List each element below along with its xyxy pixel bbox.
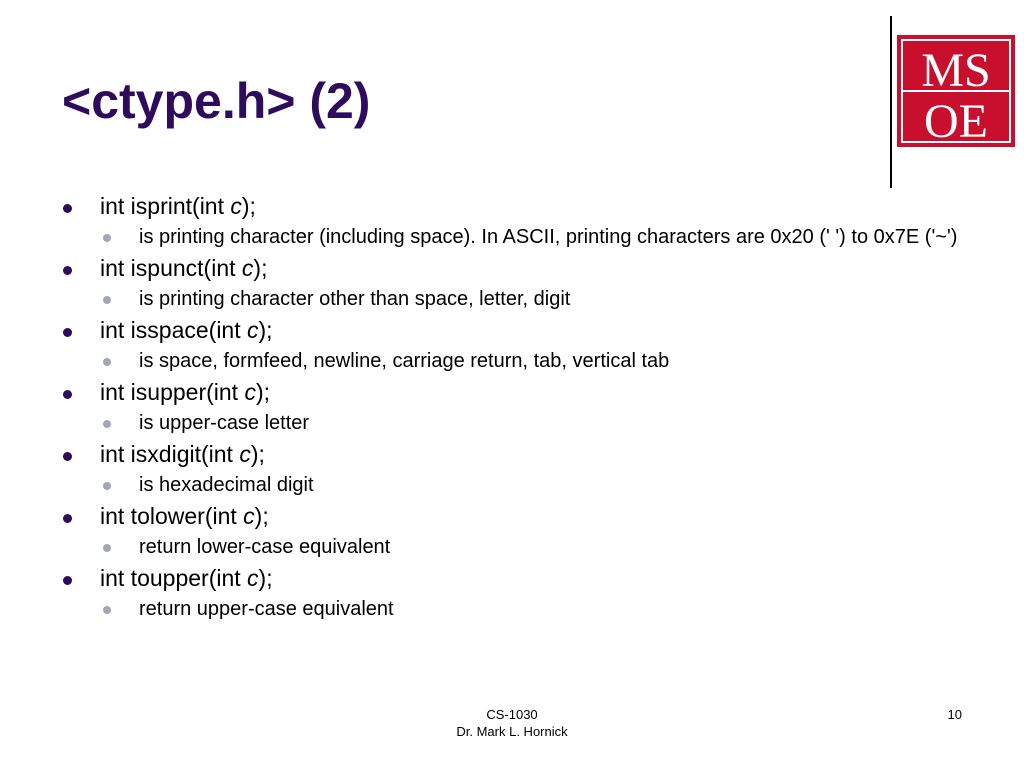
- function-description: [0, 288, 1024, 310]
- signature-suffix: );: [255, 379, 271, 405]
- param-name: c: [230, 193, 242, 219]
- signature-prefix: int isprint(int: [100, 193, 231, 219]
- function-signature: [0, 254, 1024, 288]
- function-description: [0, 474, 1024, 496]
- sub-bullet-dot-icon: [103, 544, 111, 552]
- description-text: is printing character other than space, letter, digit: [139, 288, 571, 310]
- function-description: [0, 412, 1024, 434]
- signature-prefix: int ispunct(int: [100, 255, 242, 281]
- function-description: [0, 226, 1024, 248]
- list-item: [0, 564, 1024, 620]
- sub-bullet-dot-icon: [103, 420, 111, 428]
- sub-bullet-dot-icon: [103, 358, 111, 366]
- footer-credits: [412, 706, 612, 740]
- param-name: c: [244, 379, 256, 405]
- signature-prefix: int isxdigit(int: [100, 441, 240, 467]
- list-item: [0, 378, 1024, 434]
- msoe-logo: [897, 35, 1015, 147]
- param-name: c: [243, 503, 255, 529]
- function-signature: [0, 502, 1024, 536]
- sub-bullet-dot-icon: [103, 606, 111, 614]
- function-signature: [0, 440, 1024, 474]
- footer-author: Dr. Mark L. Hornick: [456, 724, 568, 739]
- signature-suffix: );: [241, 193, 256, 219]
- function-description: [0, 536, 1024, 558]
- sub-bullet-dot-icon: [103, 296, 111, 304]
- footer-course: CS-1030: [486, 707, 538, 722]
- signature-prefix: int isupper(int: [100, 379, 245, 405]
- signature-prefix: int toupper(int: [100, 565, 248, 591]
- vertical-divider: [890, 16, 892, 188]
- bullet-list: [0, 192, 1024, 626]
- list-item: [0, 316, 1024, 372]
- function-signature: [0, 564, 1024, 598]
- bullet-dot-icon: [63, 328, 72, 337]
- signature-suffix: );: [258, 565, 273, 591]
- sub-bullet-dot-icon: [103, 482, 111, 490]
- signature-suffix: );: [254, 503, 269, 529]
- sub-bullet-dot-icon: [103, 234, 111, 242]
- param-name: c: [239, 441, 251, 467]
- description-text: return upper-case equivalent: [139, 598, 394, 620]
- bullet-dot-icon: [63, 452, 72, 461]
- description-text: is space, formfeed, newline, carriage return, tab, vertical tab: [139, 350, 670, 372]
- list-item: [0, 502, 1024, 558]
- function-signature: [0, 316, 1024, 350]
- param-name: c: [241, 255, 254, 281]
- function-signature: [0, 378, 1024, 412]
- signature-prefix: int tolower(int: [100, 503, 244, 529]
- msoe-logo-graphic: [897, 35, 1015, 147]
- bullet-dot-icon: [63, 266, 72, 275]
- signature-suffix: );: [250, 441, 265, 467]
- logo-text-top: MS: [921, 44, 991, 97]
- function-signature: [0, 192, 1024, 226]
- description-text: is hexadecimal digit: [139, 474, 314, 496]
- bullet-dot-icon: [63, 204, 72, 213]
- page-number: 10: [947, 707, 962, 722]
- description-text: is upper-case letter: [139, 412, 310, 434]
- param-name: c: [247, 317, 259, 343]
- function-description: [0, 350, 1024, 372]
- logo-text-bottom: OE: [924, 95, 988, 147]
- bullet-dot-icon: [63, 576, 72, 585]
- description-text: is printing character (including space). In ASCII, printing characters are 0x20 (' ') to 0x7E ('~'): [139, 226, 958, 248]
- signature-prefix: int isspace(int: [100, 317, 248, 343]
- function-description: [0, 598, 1024, 620]
- list-item: [0, 440, 1024, 496]
- bullet-dot-icon: [63, 514, 72, 523]
- bullet-dot-icon: [63, 390, 72, 399]
- list-item: [0, 254, 1024, 310]
- description-text: return lower-case equivalent: [139, 536, 391, 558]
- signature-suffix: );: [258, 317, 273, 343]
- param-name: c: [247, 565, 259, 591]
- slide-title: <ctype.h> (2): [62, 73, 371, 129]
- list-item: [0, 192, 1024, 248]
- signature-suffix: );: [253, 255, 268, 281]
